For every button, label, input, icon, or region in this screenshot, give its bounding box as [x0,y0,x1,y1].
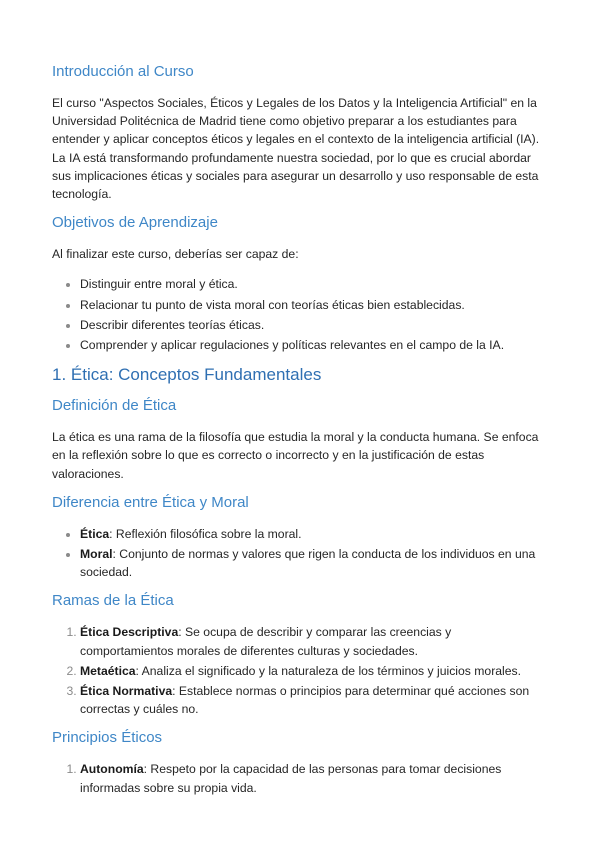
numbered-list-principios [52,760,548,796]
list-item [80,760,548,796]
section-heading-ramas: Ramas de la Ética [52,592,174,610]
list-item: • Distinguir entre moral y ética. [80,275,548,293]
list-item [80,662,548,680]
list-item: • Comprender y aplicar regulaciones y políticas relevantes en el campo de la IA. [80,336,548,354]
list-item: • Describir diferentes teorías éticas. [80,316,548,334]
term-label: Ética Normativa [80,684,173,699]
term-label: Moral [80,547,113,562]
paragraph-definicion: La ética es una rama de la filosofía que estudia la moral y la conducta humana. Se enfoca en la reflexión sobre lo que es correcto o incorrecto y en la justificación de estas valoraciones. [52,430,539,481]
term-description: : Establece normas o principios para determinar qué acciones son correctas y cuáles no. [80,684,530,717]
list-item: • Relacionar tu punto de vista moral con teorías éticas bien establecidas. [80,296,548,314]
term-description: : Respeto por la capacidad de las personas para tomar decisiones informadas sobre su propia vida. [80,762,502,795]
term-description: : Reflexión filosófica sobre la moral. [109,526,302,541]
list-item [80,623,548,659]
term-description: : Conjunto de normas y valores que rigen la conducta de los individuos en una sociedad. [80,547,536,580]
section-heading-principios: Principios Éticos [52,729,163,747]
section-heading-diferencia: Diferencia entre Ética y Moral [52,493,249,511]
list-item [80,525,548,543]
list-item [80,545,548,581]
list-item [80,682,548,718]
term-label: Ética Descriptiva [80,625,179,640]
numbered-list-ramas [52,623,548,718]
paragraph-intro: El curso "Aspectos Sociales, Éticos y Legales de los Datos y la Inteligencia Artificial" en la Universidad Politécnica de Madrid tiene como objetivo preparar a los estudiantes para entender y aplicar conceptos éticos y legales en el contexto de la inteligencia artificial (IA). La IA está transformando profundamente nuestra sociedad, por lo que es crucial abordar sus implicaciones éticas y sociales para asegurar un desarrollo y uso responsable de esta tecnología. [52,96,540,202]
section-heading-intro: Introducción al Curso [52,63,194,80]
section-heading-definicion: Definición de Ética [52,397,177,415]
section-heading-objetivos: Objetivos de Aprendizaje [52,214,218,232]
chapter-heading: 1. Ética: Conceptos Fundamentales [52,365,322,385]
term-label: Autonomía [80,762,144,777]
bullet-list-objetivos [52,275,548,354]
paragraph-objetivos: Al finalizar este curso, deberías ser capaz de: [52,247,299,262]
term-description: : Se ocupa de describir y comparar las creencias y comportamientos morales de diferentes culturas y sociedades. [80,625,452,658]
term-label: Ética [80,526,110,541]
term-description: : Analiza el significado y la naturaleza de los términos y juicios morales. [135,663,521,678]
term-label: Metaética [80,663,136,678]
bullet-list-diferencia [52,525,548,582]
